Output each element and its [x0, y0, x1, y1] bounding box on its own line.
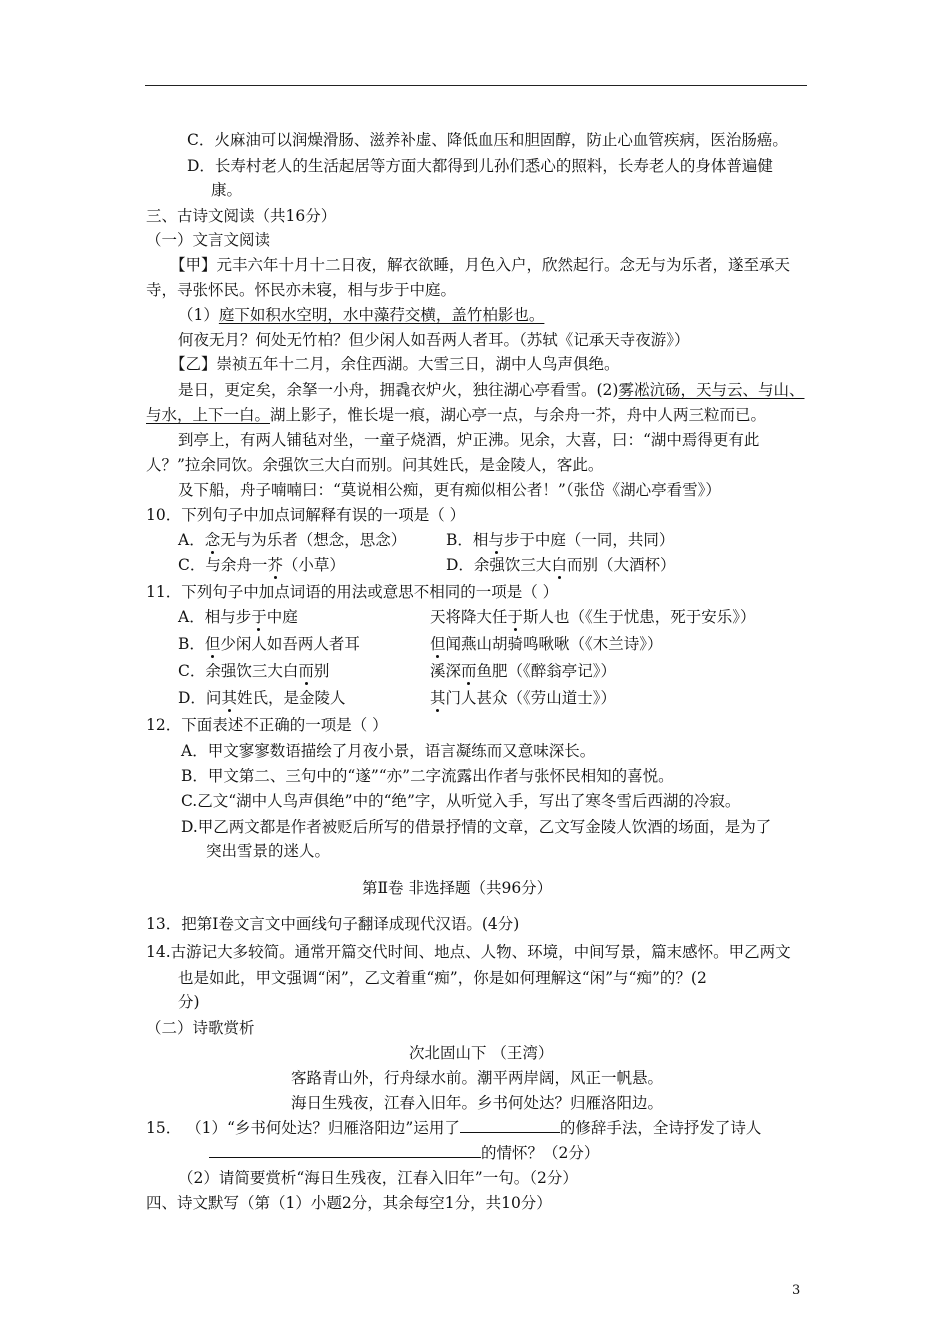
- question-15-line2: 的情怀？（2分）: [209, 1143, 599, 1163]
- q12-option-c: C.乙文“湖中人鸟声俱绝”中的“绝”字，从听觉入手，写出了寒冬雪后西湖的冷寂。: [181, 792, 741, 810]
- poem-title: 次北固山下 （王湾）: [409, 1044, 554, 1062]
- part-2-heading: 第Ⅱ卷 非选择题（共96分）: [362, 879, 553, 897]
- passage-jia-line1: 【甲】元丰六年十月十二日夜，解衣欲睡，月色入户，欣然起行。念无与为乐者，遂至承天: [170, 256, 791, 274]
- page-number: 3: [792, 1283, 801, 1298]
- passage-jia-line2: 寺，寻张怀民。怀民亦未寝，相与步于中庭。: [146, 281, 457, 299]
- poem-line-2: 海日生残夜，江春入旧年。乡书何处达？归雁洛阳边。: [291, 1094, 664, 1112]
- emphasis-dot-char: 而: [298, 662, 314, 680]
- q11-option-c-ref: 溪深而鱼肥（《醉翁亭记》）: [430, 662, 617, 680]
- q12-option-d: D.甲乙两文都是作者被贬后所写的借景抒情的文章，乙文写金陵人饮酒的场面，是为了: [181, 818, 772, 836]
- question-13: 13．把第Ⅰ卷文言文中画线句子翻译成现代汉语。(4分): [146, 915, 520, 933]
- subsection-poetry-heading: （二）诗歌赏析: [146, 1019, 255, 1037]
- q10-option-a: A．念无与为乐者（想念，思念）: [178, 531, 407, 549]
- emphasis-dot-char: 白: [551, 556, 567, 574]
- subsection-classical-heading: （一）文言文阅读: [146, 231, 271, 249]
- passage-yi-line2: 是日，更定矣，余拏一小舟，拥毳衣炉火，独往湖心亭看雪。(2)雾凇沆砀，天与云、与山、: [178, 381, 805, 399]
- question-11: 11．下列句子中加点词语的用法或意思不相同的一项是（ ）: [146, 583, 559, 601]
- emphasis-dot-char: 而: [461, 662, 477, 680]
- question-10: 10．下列句子中加点词解释有误的一项是（ ）: [146, 506, 466, 524]
- q11-option-a: A．相与步于中庭: [178, 608, 298, 626]
- passage-yi-line6: 及下船，舟子喃喃曰：“莫说相公痴，更有痴似相公者！”（张岱《湖心亭看雪》）: [178, 481, 721, 499]
- section-3-heading: 三、古诗文阅读（共16分）: [146, 207, 337, 225]
- emphasis-dot-char: 与: [488, 531, 504, 549]
- q12-option-d-cont: 突出雪景的迷人。: [206, 842, 331, 860]
- q11-option-d-ref: 其门人甚众（《劳山道士》）: [430, 689, 617, 707]
- question-15-part2: （2）请简要赏析“海日生残夜，江春入旧年”一句。（2分）: [178, 1169, 578, 1187]
- q12-option-b: B．甲文第二、三句中的“遂”“亦”二字流露出作者与张怀民相知的喜悦。: [181, 767, 674, 785]
- option-d-line: D．长寿村老人的生活起居等方面大都得到儿孙们悉心的照料，长寿老人的身体普遍健: [187, 157, 773, 175]
- q11-option-a-ref: 天将降大任于斯人也（《生于忧患，死于安乐》）: [430, 608, 756, 626]
- answer-blank-1[interactable]: [460, 1118, 560, 1133]
- emphasis-dot-char: 其: [221, 689, 237, 707]
- q12-option-a: A．甲文寥寥数语描绘了月夜小景，语言凝练而又意味深长。: [181, 742, 596, 760]
- q10-option-c: C．与余舟一芥（小草）: [178, 556, 345, 574]
- section-4-heading: 四、诗文默写（第（1）小题2分，其余每空1分，共10分）: [146, 1194, 552, 1212]
- underlined-sentence-2b: 与水，上下一白。: [146, 406, 271, 424]
- q10-option-d: D．余强饮三大白而别（大酒杯）: [446, 556, 676, 574]
- emphasis-dot-char: 芥: [267, 556, 283, 574]
- emphasis-dot-char: 其: [430, 689, 446, 707]
- question-15-line1: 15． （1）“乡书何处达？归雁洛阳边”运用了 的修辞手法，全诗抒发了诗人: [146, 1119, 762, 1137]
- q11-option-d: D．问其姓氏，是金陵人: [178, 689, 346, 707]
- passage-yi-line3: 与水，上下一白。湖上影子，惟长堤一痕，湖心亭一点，与余舟一芥，舟中人两三粒而已。: [146, 406, 767, 424]
- answer-blank-2[interactable]: [209, 1143, 481, 1158]
- passage-yi-line5: 人？”拉余同饮。余强饮三大白而别。问其姓氏，是金陵人，客此。: [146, 456, 604, 474]
- poem-line-1: 客路青山外，行舟绿水前。潮平两岸阔，风正一帆悬。: [291, 1069, 664, 1087]
- question-14-line3: 分): [178, 993, 200, 1011]
- q11-option-b-ref: 但闻燕山胡骑鸣啾啾（《木兰诗》）: [430, 635, 663, 653]
- underlined-sentence-2a: 雾凇沆砀，天与云、与山、: [618, 381, 805, 399]
- header-rule: [145, 85, 807, 86]
- question-14-line2: 也是如此，甲文强调“闲”，乙文着重“痴”，你是如何理解这“闲”与“痴”的？(2: [178, 969, 707, 987]
- emphasis-dot-char: 于: [251, 608, 267, 626]
- question-12: 12．下面表述不正确的一项是（ ）: [146, 716, 388, 734]
- emphasis-dot-char: 念: [204, 531, 221, 549]
- option-c-line: C．火麻油可以润燥滑肠、滋养补虚、降低血压和胆固醇，防止心血管疾病，医治肠癌。: [187, 131, 788, 149]
- q10-option-b: B．相与步于中庭（一同，共同）: [446, 531, 675, 549]
- option-d-cont: 康。: [211, 181, 243, 199]
- passage-jia-line3: （1）庭下如积水空明，水中藻荇交横，盖竹柏影也。: [178, 306, 545, 324]
- passage-jia-line4: 何夜无月？何处无竹柏？但少闲人如吾两人者耳。（苏轼《记承天寺夜游》）: [178, 331, 690, 349]
- passage-yi-line4: 到亭上，有两人铺毡对坐，一童子烧酒，炉正沸。见余，大喜，曰：“湖中焉得更有此: [178, 431, 760, 449]
- underlined-sentence-1: 庭下如积水空明，水中藻荇交横，盖竹柏影也。: [218, 306, 545, 324]
- q11-option-b: B．但少闲人如吾两人者耳: [178, 635, 360, 653]
- emphasis-dot-char: 但: [204, 635, 221, 653]
- passage-yi-line1: 【乙】崇祯五年十二月，余住西湖。大雪三日，湖中人鸟声俱绝。: [170, 355, 620, 373]
- emphasis-dot-char: 但: [430, 635, 446, 653]
- emphasis-dot-char: 于: [507, 608, 524, 626]
- question-14-line1: 14.古游记大多较简。通常开篇交代时间、地点、人物、环境，中间写景，篇末感怀。甲乙两文: [146, 943, 791, 961]
- q11-option-c: C．余强饮三大白而别: [178, 662, 330, 680]
